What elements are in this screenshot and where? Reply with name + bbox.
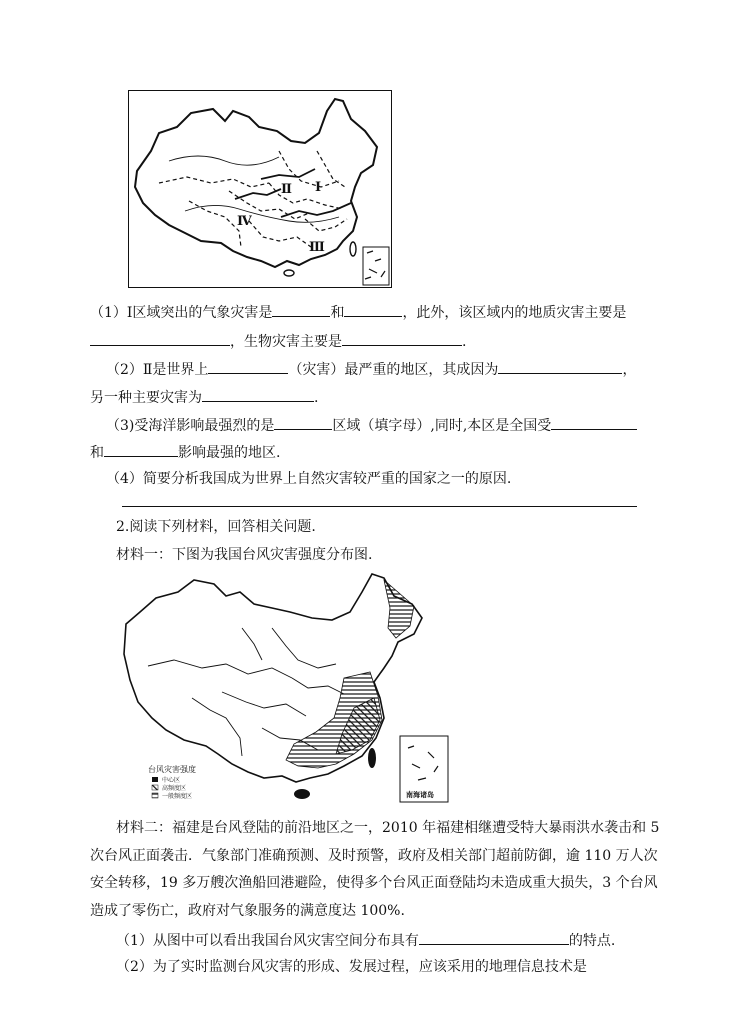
q1-sentence-1: （1）Ⅰ区域突出的气象灾害是 和 ，此外，该区域内的地质灾害主要是 bbox=[90, 301, 626, 323]
typhoon-intensity-map bbox=[122, 568, 468, 810]
china-outline-map-1 bbox=[129, 91, 391, 287]
legend-title: 台风灾害强度 bbox=[148, 765, 196, 774]
answer-blank[interactable] bbox=[208, 358, 288, 374]
answer-blank[interactable] bbox=[90, 330, 230, 346]
legend-item-center: 中心区 bbox=[162, 777, 181, 784]
material-1-text: 材料一：下图为我国台风灾害强度分布图. bbox=[116, 547, 373, 563]
answer-blank[interactable] bbox=[498, 358, 622, 374]
legend-swatch-center bbox=[152, 777, 158, 782]
answer-blank[interactable] bbox=[419, 929, 569, 945]
region-label-iii: Ⅲ bbox=[309, 240, 325, 255]
answer-blank[interactable] bbox=[344, 301, 402, 317]
region-label-iv: Ⅳ bbox=[237, 214, 252, 229]
q2-subquestion-1: （1）从图中可以看出我国台风灾害空间分布具有 的特点. bbox=[116, 929, 615, 951]
south-sea-inset-1 bbox=[363, 247, 389, 285]
hainan-island bbox=[294, 789, 310, 799]
material-2-line-2: 次台风正面袭击．气象部门准确预测、及时预警，政府及相关部门超前防御，逾 110 万人次 bbox=[90, 848, 658, 864]
region-label-ii: Ⅱ bbox=[281, 182, 292, 197]
typhoon-zone-northeast bbox=[384, 580, 414, 638]
answer-blank[interactable] bbox=[272, 301, 330, 317]
material-2-line-4: 造成了零伤亡，政府对气象服务的满意度达 100%. bbox=[90, 903, 405, 919]
material-2-line-3: 安全转移，19 多万艘次渔船回港避险，使得多个台风正面登陆均未造成重大损失，3 个台风 bbox=[90, 875, 658, 891]
answer-blank[interactable] bbox=[551, 414, 637, 430]
q1-sentence-3: （2）Ⅱ是世界上 （灾害）最严重的地区，其成因为 ， bbox=[106, 358, 636, 380]
answer-blank[interactable] bbox=[342, 330, 462, 346]
q1-sentence-6: 和 影响最强的地区. bbox=[90, 441, 280, 463]
answer-blank[interactable] bbox=[104, 441, 178, 457]
legend-item-high: 高频度区 bbox=[162, 785, 187, 792]
answer-line[interactable] bbox=[122, 506, 637, 507]
china-outline-map-2 bbox=[122, 568, 468, 810]
taiwan-island bbox=[368, 748, 376, 768]
disaster-regions-map bbox=[128, 90, 392, 288]
q1-sentence-5: （3)受海洋影响最强烈的是 区域（填字母）,同时,本区是全国受 bbox=[106, 414, 637, 436]
material-2-line-1: 材料二：福建是台风登陆的前沿地区之一，2010 年福建相继遭受特大暴雨洪水袭击和 5 bbox=[116, 820, 660, 836]
q1-sentence-7: （4）简要分析我国成为世界上自然灾害较严重的国家之一的原因. bbox=[106, 471, 512, 487]
inset-label: 南海诸岛 bbox=[406, 790, 434, 799]
q1-sentence-2: ，生物灾害主要是 . bbox=[90, 330, 466, 352]
q2-subquestion-2: （2）为了实时监测台风灾害的形成、发展过程，应该采用的地理信息技术是 bbox=[116, 959, 587, 975]
legend-item-normal: 一般频度区 bbox=[162, 793, 193, 800]
region-label-i: Ⅰ bbox=[315, 180, 322, 195]
q1-sentence-4: 另一种主要灾害为 . bbox=[90, 386, 318, 408]
legend-swatch-normal bbox=[152, 793, 158, 798]
q2-heading: 2.阅读下列材料，回答相关问题. bbox=[116, 519, 316, 535]
legend-swatch-high bbox=[152, 785, 158, 790]
answer-blank[interactable] bbox=[274, 414, 332, 430]
answer-blank[interactable] bbox=[202, 386, 314, 402]
